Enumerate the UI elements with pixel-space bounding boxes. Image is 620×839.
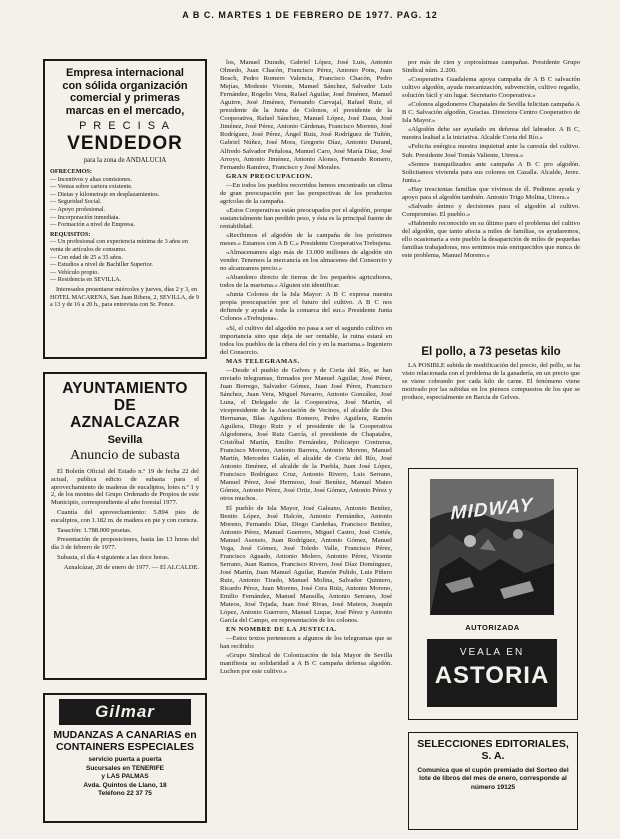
middle-column — [220, 59, 392, 829]
middle-paragraph: El pueblo de Isla Mayor, José Galeano, Antonio Benítez, Benito López, José Halcón, Antonio Fernández, Antonio Moreno, Fernando Díaz, Diego Cardeñas, Francisco Benítez, Antonio Pérez, Manuel Guerrero, Miguel Castro, José Cortés, Manuel Asensio, Juan Rodríguez, Antonio Gómez, Manuel Vega, José Gómez, José Toledo Valle, Francisco Pérez, Francisco Aguado, Antonio Molero, Antonio Pérez, Vicente Serrano, Juan Ramos, Francisco Rivero, José Díaz Domínguez, José Martín, Juan Manuel Aguilar, Ramón Pulido, Luis Piñero Ruiz, Antonio Tirado, Manuel Molina, Salvador Quintero, Ricardo Pérez, Juan Moreno, José Cera Ruiz, Antonio Moreno, Emilio Fernández, Manuel Mansilla, Antonio Serrano, José Mateos, José Tejada, Juan José Rivas, José Mateos, Joaquín López, Antonio Guerrero, Manuel Luque, José Pérez y Antonio García del Campo, en representación de los colonos. — [220, 504, 392, 625]
subasta-paragraph: Cuantía del aprovechamiento: 5.894 pies de eucaliptos, con 1.182 m. de madera en pie y con corteza. — [51, 508, 199, 524]
page-header: A B C. MARTES 1 DE FEBRERO DE 1977. PAG. 12 — [182, 10, 438, 20]
subasta-paragraph: El Boletín Oficial del Estado n.º 19 de fecha 22 del actual, publica edicto de subasta para el aprovechamiento de maderas de eucaliptos, lotes n.º 1 y 2, de los montes del Grupo Ordenado de Propios de este Municipio, correspondiente al año forestal 1977. — [51, 468, 199, 507]
mudanzas-line-5: y LAS PALMAS — [101, 773, 149, 780]
vendedor-zone: para la zona de ANDALUCIA — [83, 157, 167, 164]
right-paragraph: «Habiendo reconocido en su último paro el problema del cultivo del algodón, que tanto afecta a miles de familias, os ayudaremos, ello ocasionaría a este pueblo la desaparición de miles de pequeñas familias trabajadoras, nos sentimos más enriquecidos que nunca de este problema, Manuel Moreno.» — [402, 219, 580, 260]
ofrecemos-item: — Incentivos y altas comisiones. — [50, 175, 132, 183]
ofrecemos-item: — Apoyo profesional. — [50, 205, 106, 213]
astoria-veala: VEALA EN — [459, 647, 525, 658]
middle-paragraph: «Almacenamos algo más de 13.000 millones de algodón sin vender. Tenemos la mercancía en los almacenes del Consorcio y no alcanzamos precio.» — [220, 249, 392, 273]
selecciones-body: Comunica que el cupón premiado del Sorteo del lote de libros del mes de enero, corresponde al número 19125 — [417, 767, 569, 791]
subasta-ad — [43, 372, 207, 680]
subasta-heading: Anuncio de subasta — [70, 448, 180, 463]
middle-heading: MAS TELEGRAMAS. — [226, 357, 300, 365]
vendedor-intro-1: Empresa internacional — [66, 67, 184, 79]
ofrecemos-item: — Ventas sobre cartera existente. — [50, 183, 133, 191]
mudanzas-line-4: Sucursales en TENERIFE — [85, 764, 165, 772]
vendedor-intro-2: con sólida organización — [62, 79, 188, 92]
vendedor-title: VENDEDOR — [67, 133, 183, 154]
subasta-paragraph: Presentación de proposiciones, hasta las 13 horas del día 3 de febrero de 1977. — [51, 536, 199, 552]
mudanzas-line-3: servicio puerta a puerta — [88, 756, 162, 763]
requisitos-item: — Un profesional con experiencia mínima de 3 años en venta de artículos de consumo. — [50, 238, 188, 253]
right-paragraph: «Somos tranquilizados ante campaña A B C pro algodón. Solicitamos vivienda para sus colonos en Cazalla. Alcalde, Jerez. Junta.» — [402, 160, 580, 184]
middle-paragraph: —En todos los pueblos recorridos hemos encontrado un clima de gran preocupación por las perspectivas de los productos agrícolas de la campaña. — [220, 181, 392, 205]
ofrecemos-item: — Seguridad Social. — [50, 198, 102, 206]
subasta-paragraph: Tasación: 1.788.000 pesetas. — [57, 526, 132, 534]
mudanzas-line-2: CONTAINERS ESPECIALES — [55, 741, 195, 753]
middle-paragraph: «Junta Colonos de la Isla Mayor: A B C expresa nuestra propia preocupación por el futuro del cultivo. A B C nos defiende y ayuda a toda la comarca del sur.» Presidente Junta Colonos «Trebujena». — [220, 291, 392, 323]
requisitos-label: REQUISITOS: — [50, 230, 91, 238]
subasta-paragraph: Subasta, el día 4 siguiente a las doce horas. — [57, 553, 170, 561]
subasta-city: Sevilla — [107, 434, 143, 446]
gilmar-logo — [59, 699, 191, 725]
vendedor-intro-3: comercial y primeras — [69, 92, 181, 104]
subasta-title-1: AYUNTAMIENTO DE — [62, 380, 188, 414]
middle-paragraph: «Recibimos el algodón de la campaña de los próximos meses.» Estamos con A B C.» Presidente Cooperativa Trebujena. — [220, 231, 392, 248]
middle-paragraph: los, Manuel Durado, Gabriel López, José Luis, Antonio Olmedo, Juan Chacón, Francisco Pérez, Antonio Pons, Juan Bosch, Pedro Romero Valencia, Francisco Chacón, Pedro Mejías, Modesto Vicente, Manuel Sánchez, Salvador Luis Fernández, Rogelio Vera, Rafael Aguilar, José Jiménez, Manuel Aguirre, José Jiménez, Fernando Carvajal, Rafael Ruiz, el presidente de la Junta de Colonos, el presidente de la Cooperativa, Rafael Sánchez, Manuel López, José Daza, José Jiménez, José Pérez, Antonio Cárdenas, Francisco Moreno, José Rodríguez, José Pérez, Ángel Ruiz, José Rodríguez de Tuñón, Gabriel Núñez, José Mora, Gregorio Díaz, Antonio Durand, Alfredo Salvador Peñalosa, Manuel Caro, José María Díaz, José Arroyo, Antonio Jiménez, Antonio Alonso, Fernando Romero, Fernando Ramírez, Francisco y José Morales. — [220, 59, 392, 171]
middle-paragraph: —Estos textos pertenecen a algunos de los telegramas que se han recibido: — [220, 635, 392, 651]
right-paragraph: «Felicita enérgica nuestra inquietud ante la carestía del cultivo. Sub. Presidente José Tomás Valiente, Utrera.» — [402, 143, 580, 159]
requisitos-item: — Residencia en SEVILLA. — [50, 276, 122, 284]
right-paragraph: «Colonos algodoneros Chapatales de Sevilla felicitan campaña A B C. Salvación algodón, Gracias. Directora Centro Cooperativo de Isla Mayor.» — [402, 101, 580, 125]
middle-paragraph: «Grupo Sindical de Colonización de Isla Mayor de Sevilla manifiesta su solidaridad a A B C campaña defensa algodón. Luchen por este cultivo.» — [220, 652, 392, 676]
right-paragraph: «Salvado ánimo y decisiones para el algodón al cultivo. Compromiso. El pueblo.» — [402, 202, 580, 218]
vendedor-ad — [43, 59, 207, 359]
middle-paragraph: «Estos Cooperativas están preocupados por el algodón, porque sustancialmente han perdido peso, y ésta es la principal fuente de rentabilidad. — [220, 206, 392, 230]
mudanzas-line-7: Teléfono 22 37 75 — [98, 790, 152, 797]
right-paragraph: «Algodón debe ser ayudado en defensa del labrador. A B C, nuestra lealtad a la iniciativa. Alcalde Coria del Río.» — [402, 126, 580, 142]
right-paragraph: «Cooperativa Guadalema apoya campaña de A B C salvación cultivo algodón, ayuda mecanización, subvención, cultivo regadío, solución fácil y sin lugar. Secretario Cooperativa.» — [402, 76, 580, 100]
midway-poster-title: MIDWAY — [450, 494, 534, 525]
ofrecemos-label: OFRECEMOS: — [50, 168, 92, 175]
middle-heading: EN NOMBRE DE LA JUSTICIA. — [226, 626, 337, 634]
requisitos-item: — Con edad de 25 a 35 años. — [50, 253, 123, 261]
vendedor-intro-4: marcas en el mercado, — [65, 104, 185, 117]
selecciones-title-2: S. A. — [481, 750, 505, 762]
middle-paragraph: «Abandono directo de tierras de los pequeños agricultores, todos de la marisma.» Alguien sin identificar. — [220, 274, 392, 290]
gilmar-logo-text: Gilmar — [95, 702, 155, 721]
requisitos-item: — Vehículo propio. — [50, 268, 99, 276]
ofrecemos-item: — Incorporación inmediata. — [50, 213, 120, 221]
right-column — [402, 59, 580, 342]
right-paragraph: por más de cien y copiosísimas campañas. Presidente Grupo Sindical núm. 2.200. — [402, 59, 580, 75]
mudanzas-line-6: Avda. Quintos de Llano, 18 — [83, 781, 167, 789]
right-paragraph: «Hay trescientas familias que vivimos de él. Pedimos ayuda y apoyo para el algodón también. Antonio Trigo Molina, Utrera.» — [402, 185, 580, 201]
midway-ad — [408, 468, 578, 720]
pollo-article — [402, 362, 580, 460]
selecciones-title-1: SELECCIONES EDITORIALES, — [417, 738, 569, 750]
ofrecemos-item: — Formación a nivel de Empresa. — [50, 221, 135, 229]
middle-paragraph: «Sí, el cultivo del algodón no pasa a ser el segundo cultivo en importancia sino que deja de ser rentable, la ruina estará en todos los pueblos de la ribera del río y en la marisma.» Ingeniero del Consorcio. — [220, 324, 392, 356]
ofrecemos-item: — Dietas y kilometraje en desplazamientos. — [50, 190, 160, 198]
middle-heading: GRAN PREOCUPACION. — [226, 172, 313, 180]
vendedor-contact: Interesados presentarse miércoles y jueves, días 2 y 3, en HOTEL MACARENA, San Juan Ribera, 2, SEVILLA, de 9 a 13 y de 16 a 20 h., para entrevista con Sr. Ponce. — [50, 285, 199, 309]
requisitos-item: — Estudios a nivel de Bachiller Superior. — [50, 261, 153, 269]
selecciones-ad — [408, 732, 578, 830]
mudanzas-line-1: MUDANZAS A CANARIAS en — [53, 729, 197, 741]
subasta-title-2: AZNALCAZAR — [70, 414, 180, 431]
pollo-heading: El pollo, a 73 pesetas kilo — [421, 346, 561, 358]
mudanzas-ad — [43, 693, 207, 823]
astoria-name: ASTORIA — [434, 662, 550, 689]
astoria-banner — [427, 639, 557, 707]
subasta-signoff: Aznalcázar, 20 de enero de 1977. — El ALCALDE. — [63, 563, 199, 571]
vendedor-precisa: P R E C I S A — [79, 120, 171, 132]
midway-rating: AUTORIZADA — [465, 623, 520, 632]
middle-paragraph: —Desde el pueblo de Gelves y de Coria del Río, se han enviado telegramas, firmados por Manuel Aguilar, José Pérez, Juan Borrego, Salvador Gómez, Juan José Pérez, Francisco Sánchez, Juan Vera, Miguel Navarro, Antonio González, José Luna, el Delegado de la Cooperativa, José Martín, el vicepresidente de la Asociación de Vecinos, el alcalde de Dos Hermanas, Blas Aguilera Romero, Pedro Aguilera, Ramón Aguilera, Diego Ruiz y el presidente de la Cooperativa Algodonera, José Ruiz García, el presidente de Chapatales, Cristóbal Martín, Emilio Fernández, Policarpo Contreras, Francisco Moreno, Antonio Barrera, Antonio Moreno, Manuel Martín, Mercedes Galán, el alcalde de Coria del Río, José Antonio Jiménez, el alcalde de la Puebla, Juan José López, Francisco Rodríguez Cruz, Antonio Rivero, Luis Serrano, Manuel Pérez, José Hermoso, José Benítez, Manuel Mateo Gómez, Antonio Pérez, José Ortiz, José Gómez, Antonio Pérez y otros muchos. — [220, 366, 392, 503]
pollo-body: LA POSIBLE subida de modificación del precio, del pollo, se ha visto relacionada con el problema de la ganadería, en un precio que se viene cobrando por cada kilo de carne. El fenómeno viene motivado por las subidas en los piensos compuestos de los que se produce, especialmente en Barcia de Gelves. — [402, 362, 580, 402]
